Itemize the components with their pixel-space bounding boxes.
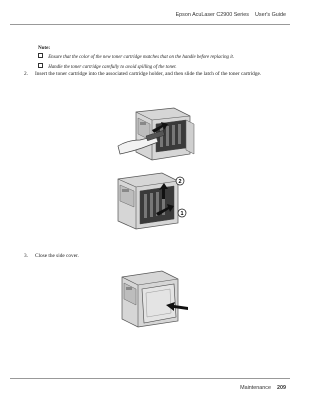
- slide-latch-illustration: [116, 169, 196, 231]
- step-text: Close the side cover.: [35, 253, 79, 259]
- note-label: Note:: [38, 45, 51, 51]
- header-guide: User's Guide: [255, 12, 286, 18]
- callout-second: 2: [178, 179, 182, 185]
- checkbox-bullet-icon: [38, 63, 43, 68]
- header-product: Epson AcuLaser C2900 Series: [175, 12, 249, 18]
- note-item-text: Handle the toner cartridge carefully to avoid spilling of the toner.: [48, 65, 177, 70]
- note-item: [38, 53, 234, 60]
- step-number: 2.: [24, 71, 28, 77]
- insert-cartridge-illustration: [116, 100, 196, 162]
- callout-first: 1: [180, 211, 184, 217]
- close-cover-illustration: [118, 267, 190, 329]
- page-footer: [240, 385, 286, 391]
- step-number: 3.: [24, 253, 28, 259]
- note-item-text: Ensure that the color of the new toner cartridge matches that on the handle before replacing it.: [48, 55, 235, 60]
- page-number: 209: [277, 385, 286, 391]
- page-header: [176, 12, 286, 18]
- checkbox-bullet-icon: [38, 53, 43, 58]
- note-item: [38, 63, 177, 70]
- step-text: Insert the toner cartridge into the associated cartridge holder, and then slide the latch of the toner cartridge.: [35, 71, 262, 77]
- header-rule: [10, 24, 290, 25]
- footer-section: Maintenance: [240, 385, 271, 391]
- footer-rule: [10, 378, 290, 379]
